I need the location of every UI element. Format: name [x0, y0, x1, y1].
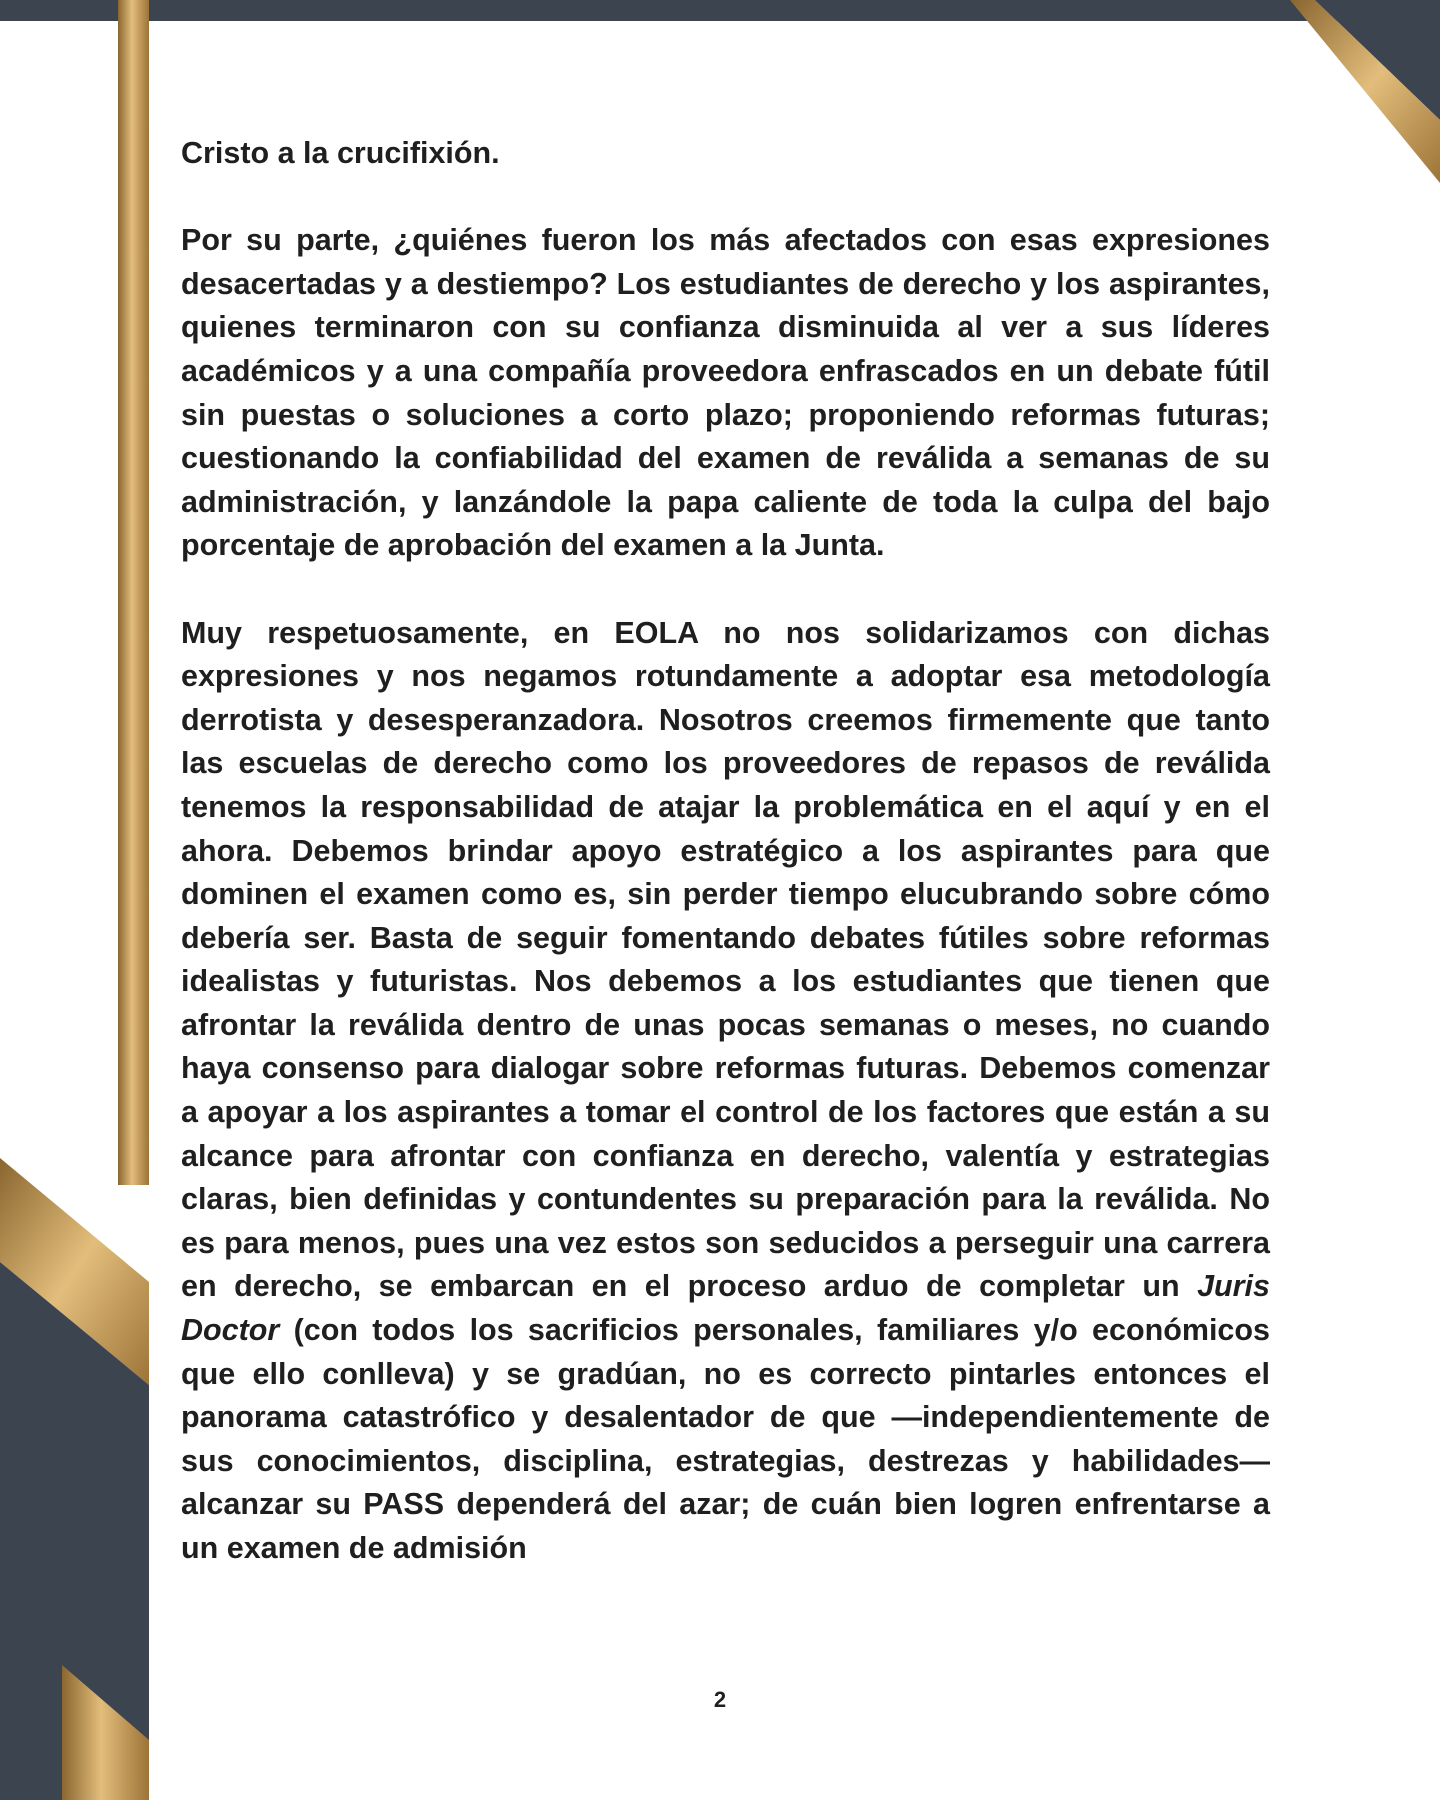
- page-number: 2: [713, 1687, 727, 1712]
- paragraph: [181, 612, 1270, 1571]
- paragraph: Cristo a la crucifixión.: [181, 136, 500, 170]
- left-gold-stripe: [118, 0, 149, 1185]
- paragraph-text: (con todos los sacrificios personales, familiares y/o económicos que ello conlleva) y se gradúan, no es correcto pintarles entonces el panorama catastrófico y desalentador de que —independientemente de sus conocimientos, disciplina, estrategias, destrezas y habilidades— alcanzar su PASS dependerá del azar; de cuán bien logren enfrentarse a un examen de admisión: [181, 1313, 1270, 1565]
- paragraph-text: Muy respetuosamente, en EOLA no nos solidarizamos con dichas expresiones y nos negamos rotundamente a adoptar esa metodología derrotista y desesperanzadora. Nosotros creemos firmemente que tanto las escuelas de derecho como los proveedores de repasos de reválida tenemos la responsabilidad de atajar la problemática en el aquí y en el ahora. Debemos brindar apoyo estratégico a los aspirantes para que dominen el examen como es, sin perder tiempo elucubrando sobre cómo debería ser. Basta de seguir fomentando debates fútiles sobre reformas idealistas y futuristas. Nos debemos a los estudiantes que tienen que afrontar la reválida dentro de unas pocas semanas o meses, no cuando haya consenso para dialogar sobre reformas futuras. Debemos comenzar a apoyar a los aspirantes a tomar el control de los factores que están a su alcance para afrontar con confianza en derecho, valentía y estrategias claras, bien definidas y contundentes su preparación para la reválida. No es para menos, pues una vez estos son seducidos a perseguir una carrera en derecho, se embarcan en el proceso arduo de completar un: [181, 615, 1270, 1304]
- italic-term: Juris Doctor: [181, 1269, 1270, 1348]
- paragraph: Por su parte, ¿quiénes fueron los más afectados con esas expresiones desacertadas y a destiempo? Los estudiantes de derecho y los aspirantes, quienes terminaron con su confianza disminuida al ver a sus líderes académicos y a una compañía proveedora enfrascados en un debate fútil sin puestas o soluciones a corto plazo; proponiendo reformas futuras; cuestionando la confiabilidad del examen de reválida a semanas de su administración, y lanzándole la papa caliente de toda la culpa del bajo porcentaje de aprobación del examen a la Junta.: [181, 223, 1270, 563]
- top-navy-band: [0, 0, 1440, 21]
- body-text: [181, 132, 1270, 1571]
